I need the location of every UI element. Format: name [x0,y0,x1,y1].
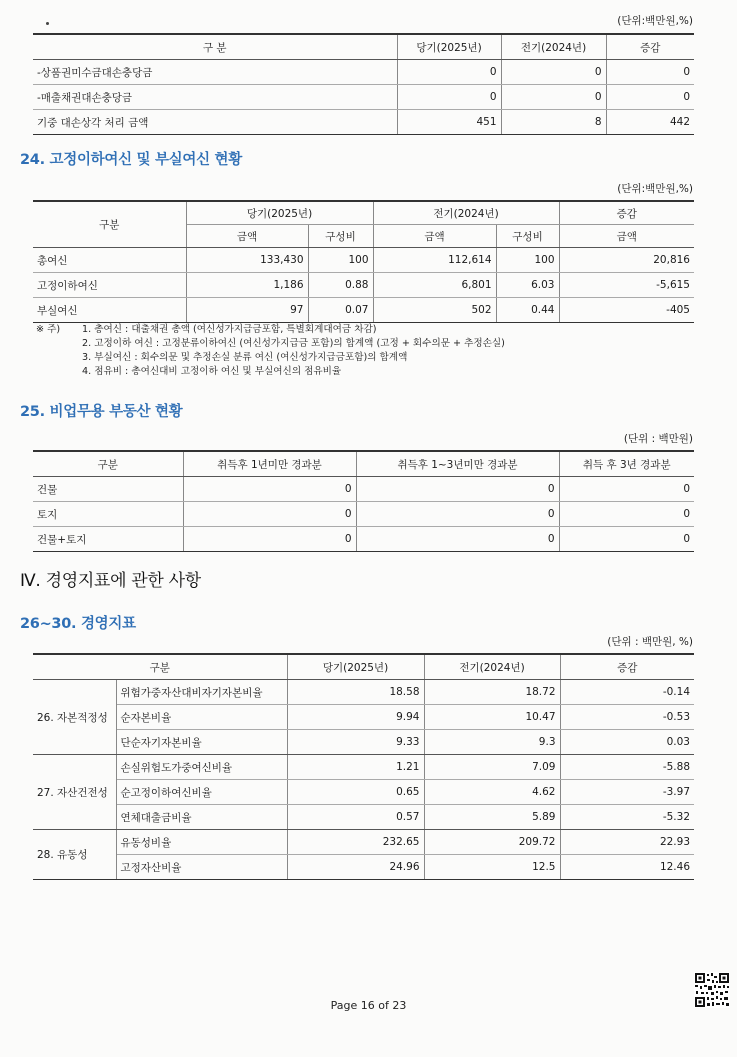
cell-value: 0 [356,477,559,502]
cell-value: 0 [356,527,559,552]
cell-value: 7.09 [424,755,560,780]
cell-value: 1,186 [186,273,308,298]
col-header: 취득 후 3년 경과분 [559,451,694,477]
allowance-table [33,33,694,135]
cell-value: 502 [373,298,496,323]
col-header: 구분 [33,654,287,680]
cell-value: 0.65 [287,780,424,805]
note-item: 4. 점유비 : 총여신대비 고정이하 여신 및 부실여신의 점유비율 [82,366,342,377]
cell-value: 442 [606,110,694,135]
table-row [33,527,694,552]
table-row [33,780,694,805]
cell-value: 451 [397,110,501,135]
col-header: 전기(2024년) [373,201,559,225]
section-title-24: 24. 고정이하여신 및 부실여신 현황 [20,152,242,168]
col-header: 전기(2024년) [424,654,560,680]
cell-value: -0.53 [560,705,694,730]
table-row [33,680,694,705]
table-row [33,755,694,780]
cell-value: 0.88 [308,273,373,298]
row-label: 고정자산비율 [116,855,287,880]
cell-value: 1.21 [287,755,424,780]
col-subheader: 금액 [559,225,694,248]
col-subheader: 금액 [186,225,308,248]
table-row [33,730,694,755]
table-header-row [33,34,694,60]
col-header: 구분 [33,201,186,248]
cell-value: 0 [183,502,356,527]
col-header: 당기(2025년) [186,201,373,225]
row-label: -상품권미수금대손충당금 [33,60,397,85]
cell-value: 0 [559,502,694,527]
stray-dot [46,22,49,25]
cell-value: 0 [397,60,501,85]
row-label: 총여신 [33,248,186,273]
cell-value: 9.94 [287,705,424,730]
cell-value: 18.72 [424,680,560,705]
cell-value: -5.32 [560,805,694,830]
row-label: 순자본비율 [116,705,287,730]
row-label: 위험가중자산대비자기자본비율 [116,680,287,705]
row-label: 고정이하여신 [33,273,186,298]
cell-value: 232.65 [287,830,424,855]
table-row [33,805,694,830]
note-item: 2. 고정이하 여신 : 고정분류이하여신 (여신성가지급금 포함)의 합계액 (고정 + 회수의문 + 추정손실) [82,338,505,349]
cell-value: 0 [606,85,694,110]
section-title-25: 25. 비업무용 부동산 현황 [20,404,183,420]
cell-value: 0 [606,60,694,85]
unit-label-25: (단위 : 백만원) [623,433,693,445]
management-indicators-table [33,653,694,880]
table-row [33,477,694,502]
cell-value: 209.72 [424,830,560,855]
table-header-row [33,201,694,225]
row-label: 손실위험도가중여신비율 [116,755,287,780]
cell-value: 0.44 [496,298,559,323]
cell-value: 0.57 [287,805,424,830]
cell-value: 20,816 [559,248,694,273]
cell-value: 24.96 [287,855,424,880]
note-item: 1. 총여신 : 대출채권 총액 (여신성가지급금포함, 특별회계대여금 차감) [82,324,377,335]
chapter-title-4: Ⅳ. 경영지표에 관한 사항 [20,571,201,591]
col-header: 당기(2025년) [397,34,501,60]
cell-value: 9.33 [287,730,424,755]
table-row [33,502,694,527]
cell-value: 10.47 [424,705,560,730]
table-row [33,273,694,298]
cell-value: 100 [308,248,373,273]
col-subheader: 금액 [373,225,496,248]
npl-table [33,200,694,323]
cell-value: 0 [183,477,356,502]
footnotes [36,323,505,379]
table-row [33,705,694,730]
group-label: 28. 유동성 [33,830,116,880]
page-number: Page 16 of 23 [330,999,407,1012]
cell-value: 0.03 [560,730,694,755]
row-label: -매출채권대손충당금 [33,85,397,110]
cell-value: 133,430 [186,248,308,273]
cell-value: 0 [501,85,606,110]
cell-value: 0 [559,527,694,552]
unit-label-t23: (단위:백만원,%) [617,15,693,27]
row-label: 유동성비율 [116,830,287,855]
cell-value: 6,801 [373,273,496,298]
cell-value: 9.3 [424,730,560,755]
table-row [33,855,694,880]
cell-value: 12.46 [560,855,694,880]
unit-label-24: (단위:백만원,%) [617,183,693,195]
col-header: 전기(2024년) [501,34,606,60]
cell-value: -405 [559,298,694,323]
cell-value: 0 [559,477,694,502]
row-label: 건물 [33,477,183,502]
row-label: 건물+토지 [33,527,183,552]
cell-value: 100 [496,248,559,273]
row-label: 부실여신 [33,298,186,323]
group-label: 26. 자본적정성 [33,680,116,755]
row-label: 토지 [33,502,183,527]
col-subheader: 구성비 [496,225,559,248]
note-mark: ※ 주) [36,324,61,335]
table-row [33,248,694,273]
group-label: 27. 자산건전성 [33,755,116,830]
cell-value: 12.5 [424,855,560,880]
note-item: 3. 부실여신 : 회수의문 및 추정손실 분류 여신 (여신성가지급금포함)의 합계액 [82,352,408,363]
cell-value: 6.03 [496,273,559,298]
cell-value: 0 [501,60,606,85]
cell-value: -5,615 [559,273,694,298]
col-header: 당기(2025년) [287,654,424,680]
cell-value: 5.89 [424,805,560,830]
col-header: 증감 [606,34,694,60]
cell-value: -3.97 [560,780,694,805]
cell-value: 4.62 [424,780,560,805]
cell-value: 97 [186,298,308,323]
cell-value: 0 [397,85,501,110]
table-header-row [33,451,694,477]
row-label: 단순자기자본비율 [116,730,287,755]
row-label: 기중 대손상각 처리 금액 [33,110,397,135]
cell-value: 22.93 [560,830,694,855]
table-row [33,298,694,323]
cell-value: 18.58 [287,680,424,705]
unit-label-26: (단위 : 백만원, %) [607,636,693,648]
row-label: 순고정이하여신비율 [116,780,287,805]
col-header: 구 분 [33,34,397,60]
table-row [33,110,694,135]
cell-value: 112,614 [373,248,496,273]
cell-value: 0 [356,502,559,527]
table-row [33,830,694,855]
col-header: 구분 [33,451,183,477]
col-header: 증감 [559,201,694,225]
non-business-realestate-table [33,450,694,552]
col-header: 취득후 1년미만 경과분 [183,451,356,477]
col-header: 취득후 1~3년미만 경과분 [356,451,559,477]
cell-value: -5.88 [560,755,694,780]
qr-code-icon [694,972,730,1008]
cell-value: -0.14 [560,680,694,705]
row-label: 연체대출금비율 [116,805,287,830]
section-title-26-30: 26~30. 경영지표 [20,616,136,632]
col-subheader: 구성비 [308,225,373,248]
table-row [33,85,694,110]
table-row [33,60,694,85]
table-header-row [33,654,694,680]
cell-value: 8 [501,110,606,135]
col-header: 증감 [560,654,694,680]
cell-value: 0.07 [308,298,373,323]
cell-value: 0 [183,527,356,552]
